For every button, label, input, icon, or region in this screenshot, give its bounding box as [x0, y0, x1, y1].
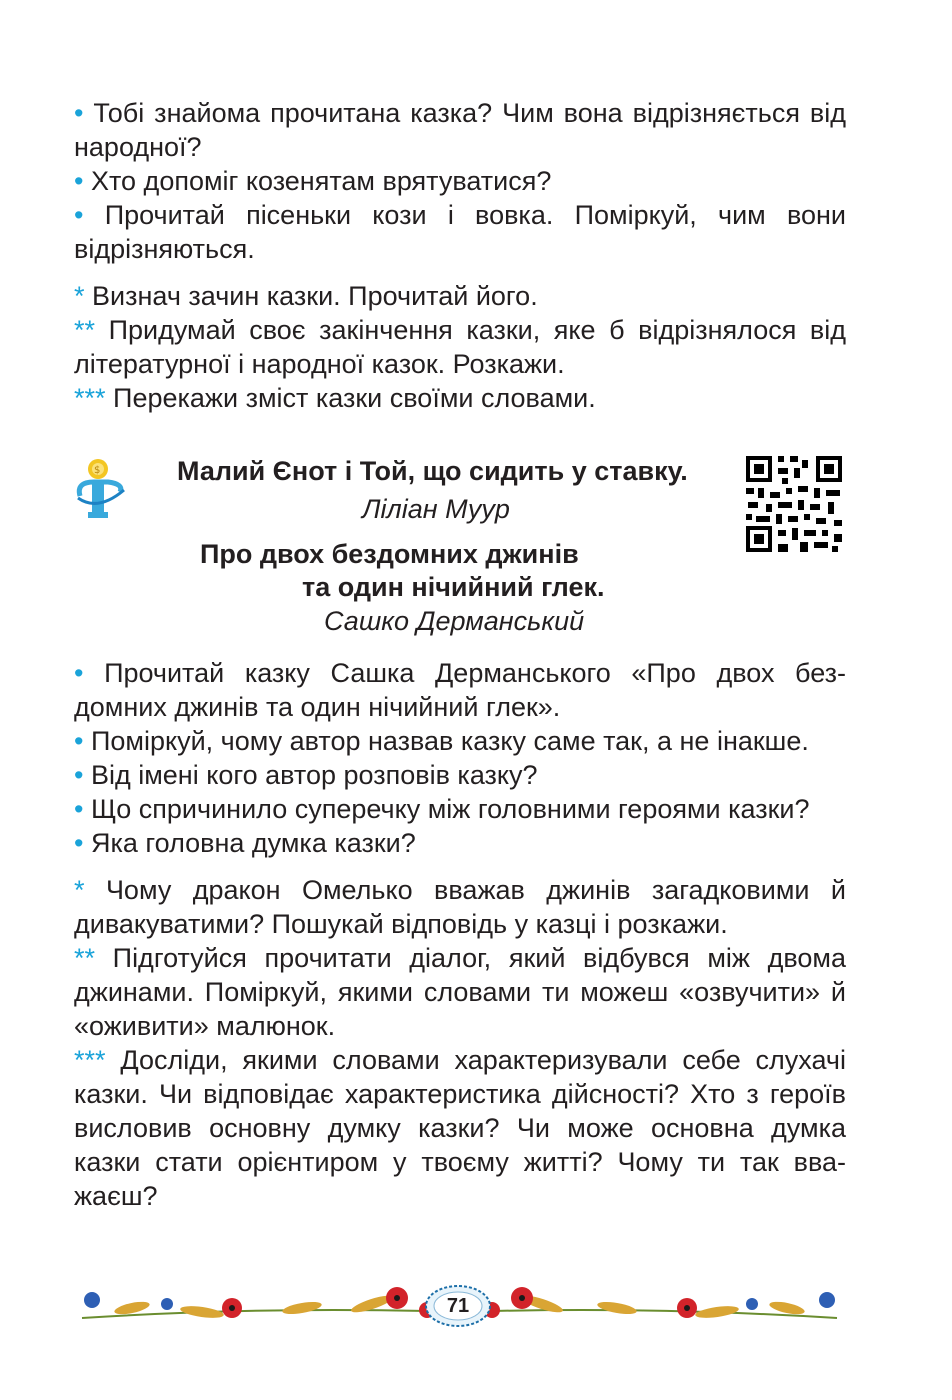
question-text: Прочитай пісеньки кози і вовка. Поміркуй, чим вони відрізняються. — [74, 200, 846, 264]
work2-title-line2: та один нічийний глек. — [302, 572, 605, 602]
bullet-marker: • — [74, 726, 84, 756]
question-item — [74, 792, 846, 826]
section2 — [74, 656, 846, 1213]
bullet-marker: • — [74, 166, 84, 196]
bullet-marker: • — [74, 658, 84, 688]
task-text: Підготуйся прочитати діалог, який відбувся між двома джинами. Поміркуй, якими словами ти можеш «озвучити» й «оживити» малюнок. — [74, 943, 846, 1041]
work2-title-line1: Про двох бездомних джинів — [200, 539, 579, 569]
task-item — [74, 1043, 846, 1213]
question-text: Тобі знайома прочитана казка? Чим вона відрізняється від народної? — [74, 98, 846, 162]
star-marker: * — [74, 281, 85, 311]
question-item — [74, 656, 846, 724]
bullet-marker: • — [74, 828, 84, 858]
task-text: Визнач зачин казки. Прочитай його. — [92, 281, 538, 311]
star-marker: ** — [74, 315, 96, 345]
question-text: Що спричинило суперечку між головними героями казки? — [90, 794, 810, 824]
question-item — [74, 164, 846, 198]
question-item — [74, 96, 846, 164]
bullet-marker: • — [74, 200, 84, 230]
task-text: Перекажи зміст казки своїми словами. — [113, 383, 596, 413]
question-item — [74, 198, 846, 266]
question-item — [74, 724, 846, 758]
question-text: Від імені кого автор розповів казку? — [90, 760, 538, 790]
task-item — [74, 873, 846, 941]
task-item — [74, 279, 846, 313]
question-item — [74, 758, 846, 792]
work1-author: Ліліан Муур — [362, 494, 510, 524]
task-item — [74, 941, 846, 1043]
page-number: 71 — [446, 1295, 470, 1317]
qr-code-icon[interactable] — [744, 454, 844, 554]
question-text: Хто допоміг козенятам врятуватися? — [90, 166, 552, 196]
section1-questions — [74, 96, 846, 266]
info-person-icon — [74, 456, 130, 524]
bullet-marker: • — [74, 98, 84, 128]
question-item — [74, 826, 846, 860]
flower-ornament — [72, 1278, 847, 1334]
star-marker: *** — [74, 1045, 106, 1075]
bullet-marker: • — [74, 760, 84, 790]
section2-questions — [74, 656, 846, 860]
svg-text:$: $ — [94, 465, 101, 476]
task-item — [74, 313, 846, 381]
task-text: Чому дракон Омелько вважав джинів загадковими й дивакуватими? Пошукай відповідь у казці і розкажи. — [74, 875, 846, 939]
page-content — [74, 96, 846, 1211]
star-marker: ** — [74, 943, 96, 973]
work1-title: Малий Єнот і Той, що сидить у ставку. — [177, 456, 688, 486]
section1-tasks — [74, 279, 846, 415]
star-marker: *** — [74, 383, 106, 413]
work2-author: Сашко Дерманський — [324, 606, 585, 636]
star-marker: * — [74, 875, 85, 905]
task-item — [74, 381, 846, 415]
task-text: Досліди, якими словами характеризували себе слухачі казки. Чи відповідає характеристика дійсності? Хто з героїв висловив основну думку казки? Чи може основна думка казки стати орієнтиром у твоєму житті? Чому ти так вва-жаєш? — [74, 1045, 846, 1211]
question-text: Прочитай казку Сашка Дерманського «Про двох без-домних джинів та один нічийний глек». — [74, 658, 846, 722]
section2-tasks — [74, 873, 846, 1213]
question-text: Яка головна думка казки? — [90, 828, 416, 858]
task-text: Придумай своє закінчення казки, яке б відрізнялося від літературної і народної казок. Розкажи. — [74, 315, 846, 379]
bullet-marker: • — [74, 794, 84, 824]
question-text: Поміркуй, чому автор назвав казку саме так, а не інакше. — [90, 726, 809, 756]
